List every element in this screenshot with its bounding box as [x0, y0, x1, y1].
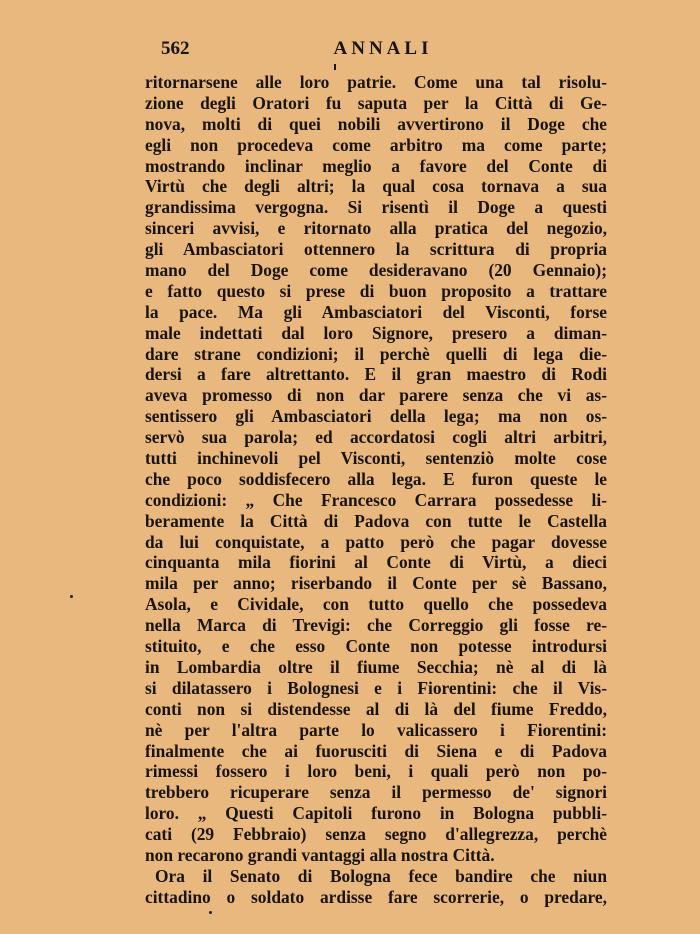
text-line: condizioni: „ Che Francesco Carrara possedesse li-: [145, 489, 607, 510]
text-line: loro. „ Questi Capitoli furono in Bologna pubbli-: [145, 803, 607, 824]
text-line: finalmente che ai fuorusciti di Siena e di Padova: [145, 740, 607, 761]
text-line: la pace. Ma gli Ambasciatori del Visconti, forse: [145, 301, 607, 322]
ink-speck: [209, 911, 212, 914]
ink-speck: [70, 595, 73, 598]
text-line: Asola, e Cividale, con tutto quello che possedeva: [145, 594, 607, 615]
running-head: ANNALI: [333, 38, 433, 59]
text-line: conti non si distendesse al di là del fiume Freddo,: [145, 698, 607, 719]
text-line: beramente la Città di Padova con tutte le Castella: [145, 510, 607, 531]
text-line: dersi a fare altrettanto. E il gran maestro di Rodi: [145, 364, 607, 385]
body-text: [145, 72, 607, 908]
text-line: egli non procedeva come arbitro ma come parte;: [145, 134, 607, 155]
text-line: nella Marca di Trevigi: che Correggio gli fosse re-: [145, 615, 607, 636]
text-line: mano del Doge come desideravano (20 Gennaio);: [145, 260, 607, 281]
header-tick-mark: [334, 64, 336, 70]
text-line: mila per anno; riserbando il Conte per sè Bassano,: [145, 573, 607, 594]
text-line: da lui conquistate, a patto però che pagar dovesse: [145, 531, 607, 552]
text-line: nè per l'altra parte lo valicassero i Fiorentini:: [145, 719, 607, 740]
text-line: si dilatassero i Bolognesi e i Fiorentini: che il Vis-: [145, 677, 607, 698]
text-line: non recarono grandi vantaggi alla nostra Città.: [145, 844, 495, 865]
text-line: stituito, e che esso Conte non potesse introdursi: [145, 636, 607, 657]
text-line: in Lombardia oltre il fiume Secchia; nè al di là: [145, 656, 607, 677]
text-line: rimessi fossero i loro beni, i quali però non po-: [145, 761, 607, 782]
page-number: 562: [161, 38, 190, 59]
text-line: che poco soddisfecero alla lega. E furon queste le: [145, 468, 607, 489]
text-line: cinquanta mila fiorini al Conte di Virtù, a dieci: [145, 552, 607, 573]
text-line: Virtù che degli altri; la qual cosa tornava a sua: [145, 176, 607, 197]
text-line: dare strane condizioni; il perchè quelli di lega die-: [145, 343, 607, 364]
page-header: [145, 38, 607, 62]
text-line: sinceri avvisi, e ritornato alla pratica del negozio,: [145, 218, 607, 239]
text-line: Ora il Senato di Bologna fece bandire che niun: [155, 865, 607, 886]
text-line: cittadino o soldato ardisse fare scorrerie, o predare,: [145, 886, 607, 907]
text-line: zione degli Oratori fu saputa per la Città di Ge-: [145, 92, 607, 113]
text-line: male indettati dal loro Signore, presero a diman-: [145, 322, 607, 343]
text-line: grandissima vergogna. Si risentì il Doge a questi: [145, 197, 607, 218]
text-line: ritornarsene alle loro patrie. Come una tal risolu-: [145, 72, 607, 92]
text-line: trebbero ricuperare senza il permesso de' signori: [145, 782, 607, 803]
text-line: sentissero gli Ambasciatori della lega; ma non os-: [145, 406, 607, 427]
text-line: e fatto questo si prese di buon proposito a trattare: [145, 280, 607, 301]
text-line: tutti inchinevoli pel Visconti, sentenziò molte cose: [145, 448, 607, 469]
text-line: aveva promesso di non dar parere senza che vi as-: [145, 385, 607, 406]
text-line: cati (29 Febbraio) senza segno d'allegrezza, perchè: [145, 824, 607, 845]
text-line: nova, molti di quei nobili avvertirono il Doge che: [145, 113, 607, 134]
text-line: gli Ambasciatori ottennero la scrittura di propria: [145, 239, 607, 260]
text-line: mostrando inclinar meglio a favore del Conte di: [145, 155, 607, 176]
text-line: servò sua parola; ed accordatosi cogli altri arbitri,: [145, 427, 607, 448]
